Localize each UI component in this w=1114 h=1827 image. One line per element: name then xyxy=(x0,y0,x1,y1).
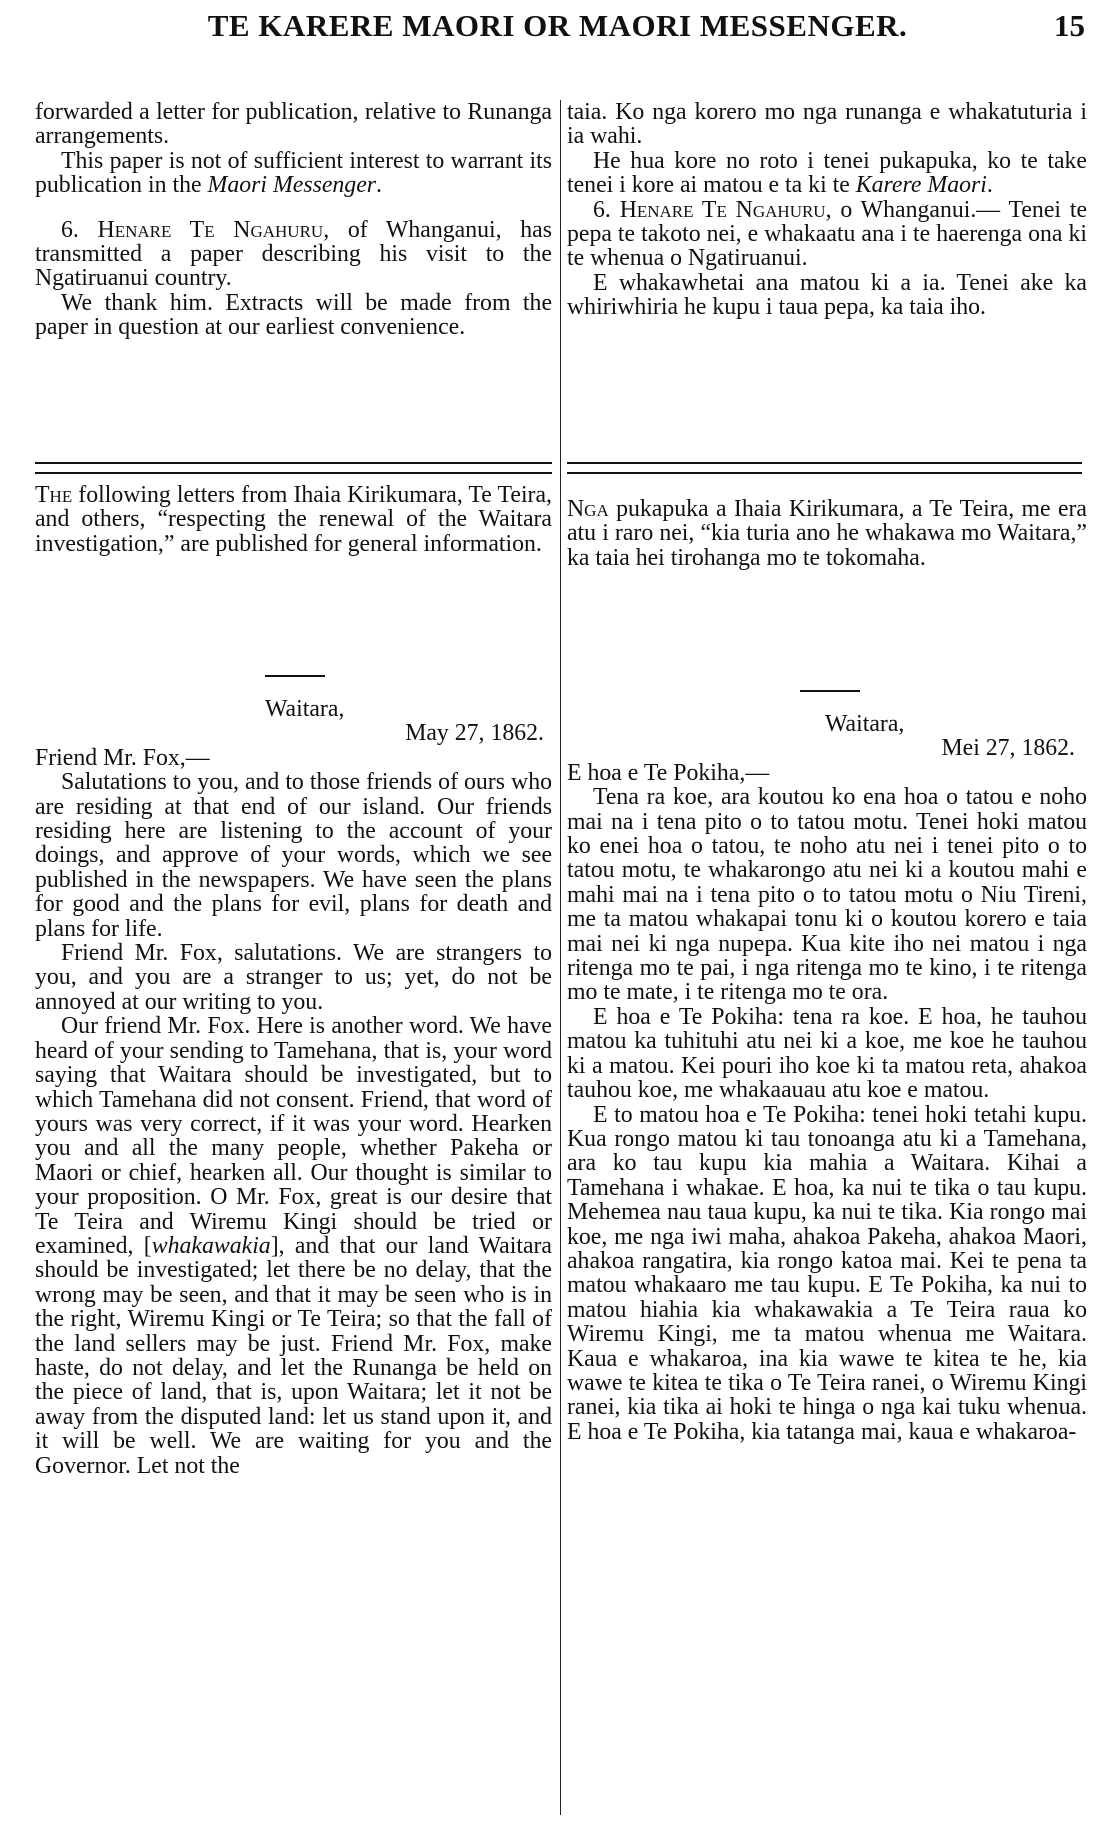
page-number: 15 xyxy=(1054,8,1085,43)
left-paragraph: This paper is not of sufficient interest to warrant its publication in the Maori Messenger. xyxy=(35,147,552,199)
left-paragraph: 6. Henare Te Ngahuru, of Whanganui, has transmitted a paper describing his visit to the Ngatiruanui country. xyxy=(35,216,552,292)
intro-paragraph: The following letters from Ihaia Kirikumara, Te Teira, and others, “respecting the renewal of the Waitara investigation,” are published for general information. xyxy=(35,482,552,557)
letter-paragraph: E to matou hoa e Te Pokiha: tenei hoki tetahi kupu. Kua rongo matou ki tau tonoanga atu ki a Tamehana, ara ko tau kupu kia mahia a Waitara. Kihai a Tamehana i whakae. E hoa, ka nui te tika o tau kupu. Mehemea nau taua kupu, ka nui te tika. Kia rongo mai koe, me nga iwi maha, ahakoa Pakeha, ahakoa Maori, ahakoa rangatira, kia rongo katoa mai. Kei te pena ta matou whakaaro me tau kupu. E Te Pokiha, ka nui to matou hiahia kia whakawakia a Te Teira raua ko Wiremu Kingi, me ta matou whenua me Waitara. Kaua e whakaroa, ina kia wawe te kitea te he, kia wawe te kitea te tika o Te Teira ranei, o Wiremu Kingi ranei, kia tika ai hoki te hinga o nga kai tuku whenua. E hoa e Te Pokiha, kia tatanga mai, kaua e whakaroa- xyxy=(567,1101,1087,1445)
section-double-rule xyxy=(35,462,552,474)
letter-paragraph: E hoa e Te Pokiha: tena ra koe. E hoa, he tauhou matou ka tuhituhi atu nei ki a koe, me koe he tauhou ki a matou. Kei pouri iho koe ki ta matou reta, ahakoa tauhou koe, me whakaauau atu koe e matou. xyxy=(567,1003,1087,1104)
left-paragraph: forwarded a letter for publication, relative to Runanga arrangements. xyxy=(35,99,552,150)
correspondent-name: Henare Te Ngahuru xyxy=(97,216,324,243)
right-intro xyxy=(567,497,1087,570)
letter-paragraph: Salutations to you, and to those friends of ours who are residing at that end of our island. Our friends residing here are listening to the account of your doings, and approve of your words, which we see published in the newspapers. We have seen the plans for good and the plans for evil, plans for death and plans for life. xyxy=(35,769,552,942)
letter-date: May 27, 1862. xyxy=(405,720,544,747)
letter-place: Waitara, xyxy=(825,711,905,737)
newspaper-title: TE KARERE MAORI OR MAORI MESSENGER. xyxy=(207,8,908,43)
right-paragraph: taia. Ko nga korero mo nga runanga e whakatuturia i ia wahi. xyxy=(567,99,1087,150)
right-paragraph: He hua kore no roto i tenei pukapuka, ko te take tenei i kore ai matou e ta ki te Karere Maori. xyxy=(567,147,1087,199)
left-letter xyxy=(35,697,552,1478)
intro-paragraph: Nga pukapuka a Ihaia Kirikumara, a Te Teira, me era atu i raro nei, “kia turia ano he whakawa mo Waitara,” ka taia hei tirohanga mo te tokomaha. xyxy=(567,496,1087,571)
column-divider xyxy=(560,100,561,1815)
right-paragraph: 6. Henare Te Ngahuru, o Whanganui.— Tenei te pepa te takoto nei, e whakaatu ana i te haerenga ona ki te whenua o Ngatiruanui. xyxy=(567,196,1088,272)
letter-date: Mei 27, 1862. xyxy=(941,735,1075,762)
short-rule xyxy=(800,690,860,692)
right-letter xyxy=(567,712,1087,1444)
left-paragraph: We thank him. Extracts will be made from the paper in question at our earliest convenience. xyxy=(35,289,552,341)
correspondent-name: Henare Te Ngahuru xyxy=(619,196,826,223)
letter-place: Waitara, xyxy=(265,696,345,722)
right-top-section xyxy=(567,100,1087,320)
letter-salutation: Friend Mr. Fox,— xyxy=(35,744,210,771)
letter-paragraph: Our friend Mr. Fox. Here is another word. We have heard of your sending to Tamehana, that is, your word saying that Waitara should be investigated, but to which Tamehana did not consent. Friend, that word of yours was very correct, if it was your word. Hearken you and all the many people, whether Pakeha or Maori or chief, hearken all. Our thought is similar to your proposition. O Mr. Fox, great is our desire that Te Teira and Wiremu Kingi should be tried or examined, [whakawakia], and that our land Waitara should be investigated; let there be no delay, that the wrong may be seen, and that it may be seen who is in the right, Wiremu Kingi or Te Teira; so that the fall of the land sellers may be just. Friend Mr. Fox, make haste, do not delay, and let the Runanga be held on the piece of land, that is, upon Waitara; let it not be away from the disputed land: let us stand upon it, and it will be well. We are waiting for you and the Governor. Let not the xyxy=(35,1013,552,1479)
short-rule xyxy=(265,675,325,677)
page-header xyxy=(30,8,1085,58)
letter-paragraph: Friend Mr. Fox, salutations. We are strangers to you, and you are a stranger to us; yet, do not be annoyed at our writing to you. xyxy=(35,940,552,1015)
letter-paragraph: Tena ra koe, ara koutou ko ena hoa o tatou e noho mai na i tena pito o to tatou motu. Tenei hoki matou ko enei hoa o tatou, te noho atu nei i tenei pito o to tatou motu, te whakarongo atu nei ki a koutou mahi e mahi mai na i tena pito o to tatou motu o Niu Tireni, me ta matou whakapai tonu ki o koutou korero e taia mai nei ki nga nupepa. Kua kite iho nei matou i nga ritenga mo te pai, i nga ritenga mo te kino, i te ritenga mo te mate, i te ritenga mo te ora. xyxy=(567,784,1087,1006)
section-double-rule xyxy=(567,462,1082,474)
right-paragraph: E whakawhetai ana matou ki a ia. Tenei ake ka whiriwhiria he kupu i taua pepa, ka taia iho. xyxy=(567,269,1087,321)
letter-salutation: E hoa e Te Pokiha,— xyxy=(567,759,770,786)
left-intro xyxy=(35,483,552,556)
left-top-section xyxy=(35,100,552,340)
